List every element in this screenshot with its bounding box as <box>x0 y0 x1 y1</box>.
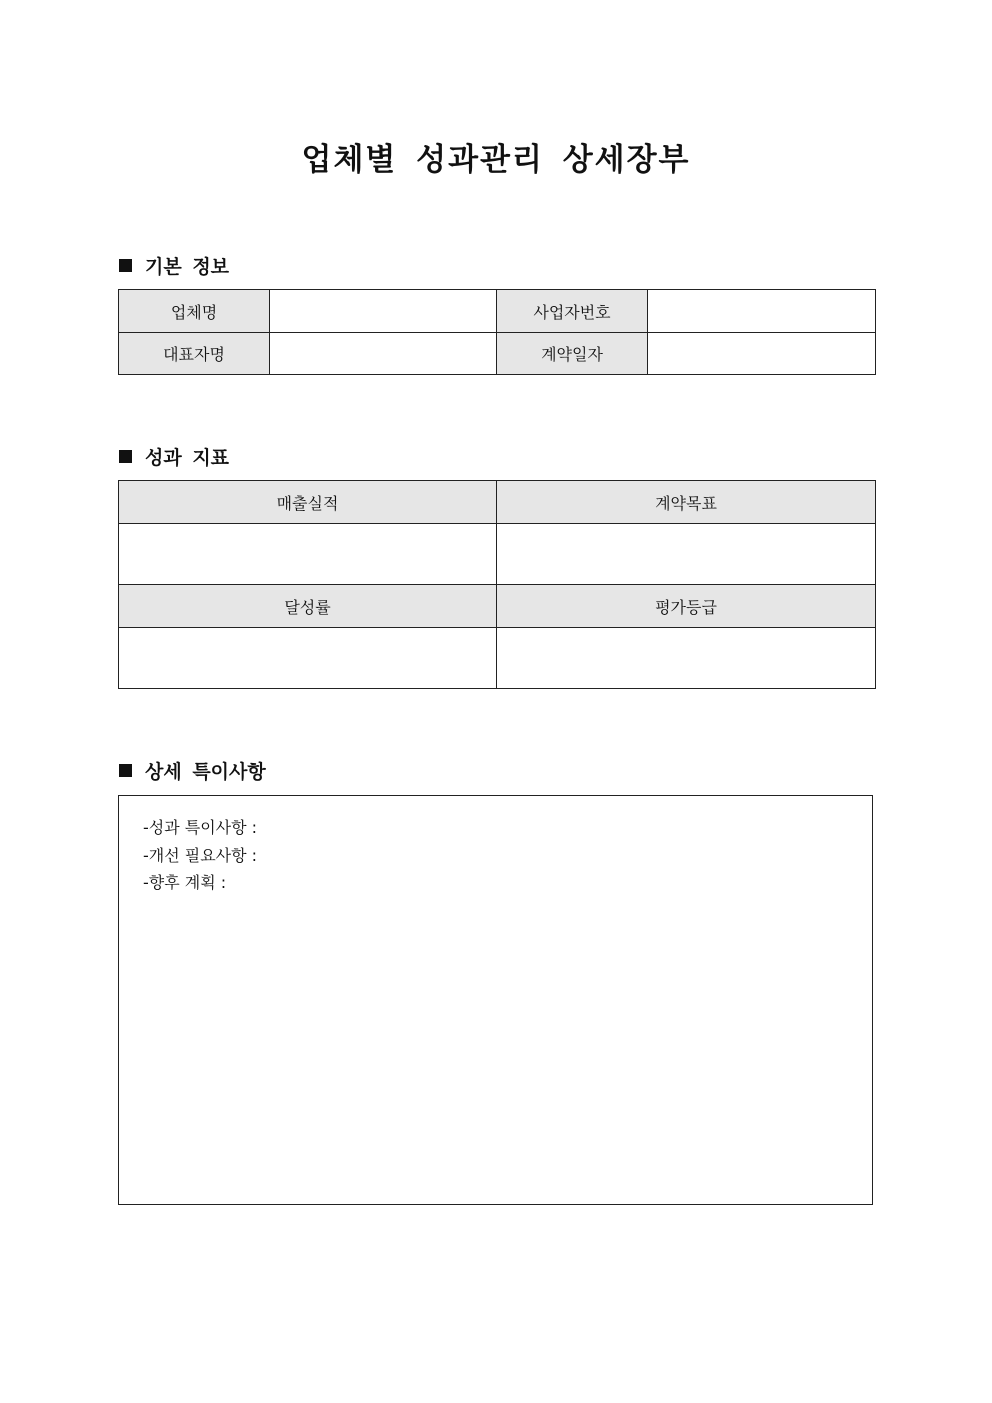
square-bullet-icon <box>119 764 132 777</box>
business-number-field[interactable] <box>648 290 876 333</box>
representative-field[interactable] <box>270 333 497 375</box>
basic-info-table <box>118 289 876 375</box>
achievement-rate-label: 달성률 <box>119 585 497 628</box>
page-title: 업체별 성과관리 상세장부 <box>301 142 691 178</box>
table-row <box>119 628 876 689</box>
table-row <box>119 481 876 524</box>
contract-date-label: 계약일자 <box>497 333 648 375</box>
company-name-label: 업체명 <box>119 290 270 333</box>
sales-result-label: 매출실적 <box>119 481 497 524</box>
table-row <box>119 585 876 628</box>
section-heading-performance-label: 성과 지표 <box>145 447 230 469</box>
contract-date-field[interactable] <box>648 333 876 375</box>
contract-target-field[interactable] <box>497 524 876 585</box>
achievement-rate-field[interactable] <box>119 628 497 689</box>
performance-notes-line: -성과 특이사항 : <box>143 818 258 837</box>
details-notes-box[interactable] <box>118 795 873 1205</box>
table-row <box>119 290 876 333</box>
evaluation-grade-field[interactable] <box>497 628 876 689</box>
future-plan-line: -향후 계획 : <box>143 873 227 892</box>
section-heading-basic-label: 기본 정보 <box>145 256 230 278</box>
performance-table <box>118 480 876 689</box>
company-name-field[interactable] <box>270 290 497 333</box>
section-heading-performance <box>119 443 229 470</box>
contract-target-label: 계약목표 <box>497 481 876 524</box>
section-heading-basic <box>119 252 229 279</box>
table-row <box>119 333 876 375</box>
improvement-needs-line: -개선 필요사항 : <box>143 845 258 865</box>
square-bullet-icon <box>119 450 132 463</box>
representative-label: 대표자명 <box>119 333 270 375</box>
section-heading-details <box>119 757 266 784</box>
section-heading-details-label: 상세 특이사항 <box>145 761 266 783</box>
square-bullet-icon <box>119 259 132 272</box>
table-row <box>119 524 876 585</box>
sales-result-field[interactable] <box>119 524 497 585</box>
business-number-label: 사업자번호 <box>497 290 648 333</box>
evaluation-grade-label: 평가등급 <box>497 585 876 628</box>
